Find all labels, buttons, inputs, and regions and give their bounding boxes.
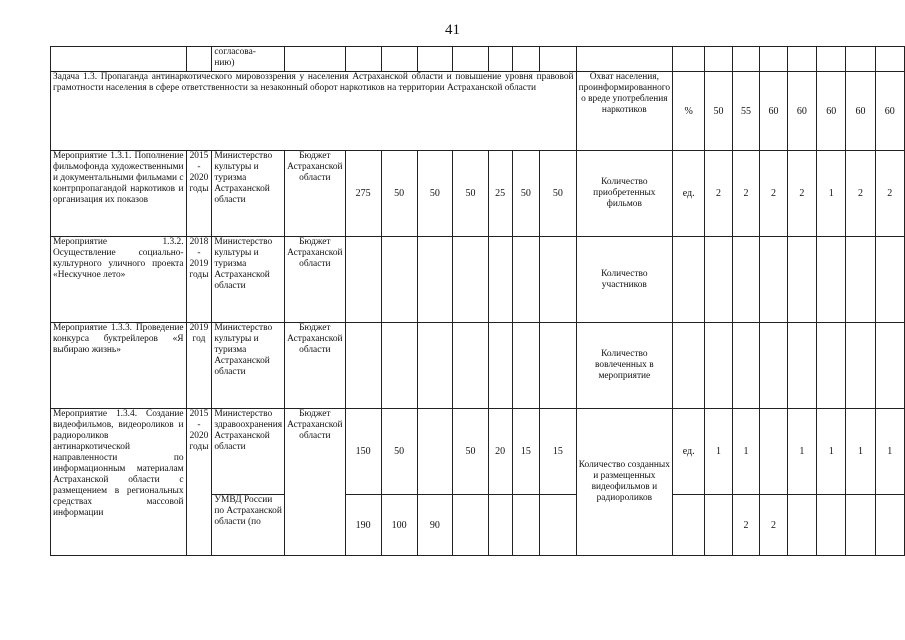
- measure-value: 2: [875, 151, 904, 237]
- measure-fund: [512, 237, 540, 323]
- measure-period: 2015 - 2020 годы: [186, 151, 212, 237]
- measure-fund: 100: [381, 495, 417, 556]
- measure-executor: Министерство культуры и туризма Астраханской области: [212, 151, 285, 237]
- measure-value: [705, 237, 733, 323]
- measure-value: [846, 323, 875, 409]
- measure-value: 1: [732, 409, 760, 495]
- measure-unit: ед.: [673, 151, 705, 237]
- measure-fund: [381, 237, 417, 323]
- measure-name: Мероприятие 1.3.2. Осуществление социально-культурного уличного проекта «Нескучное лето»: [51, 237, 187, 323]
- measure-fund: [417, 323, 453, 409]
- measure-value: [760, 323, 788, 409]
- measure-value: [817, 323, 846, 409]
- measure-value: [875, 323, 904, 409]
- task-text: Задача 1.3. Пропаганда антинаркотического мировоззрения у населения Астраханской области и повышение уровня правовой грамотности населения в сфере ответственности за незаконный оборот наркотиков на территории Астраханской области: [51, 72, 577, 151]
- measure-source: Бюджет Астраханской области: [285, 409, 345, 556]
- measure-fund: 190: [345, 495, 381, 556]
- measure-fund: 50: [381, 409, 417, 495]
- measure-fund: [540, 323, 576, 409]
- measure-fund: [417, 409, 453, 495]
- measure-value: 1: [846, 409, 875, 495]
- measure-value: 1: [817, 151, 846, 237]
- measure-fund: 50: [453, 151, 489, 237]
- measure-value: [732, 323, 760, 409]
- measure-row: [51, 151, 905, 237]
- measure-fund: [488, 495, 512, 556]
- measure-fund: 15: [512, 409, 540, 495]
- measure-value: 1: [875, 409, 904, 495]
- task-value: 50: [705, 72, 733, 151]
- measure-fund: 20: [488, 409, 512, 495]
- measure-value: [760, 409, 788, 495]
- measure-indicator: Количество вовлеченных в мероприятие: [576, 323, 673, 409]
- measure-value: [846, 237, 875, 323]
- measure-fund: 90: [417, 495, 453, 556]
- measure-fund: 15: [540, 409, 576, 495]
- measure-period: 2018 - 2019 годы: [186, 237, 212, 323]
- measure-row: [51, 237, 905, 323]
- measure-source: Бюджет Астраханской области: [285, 323, 345, 409]
- measure-executor: Министерство культуры и туризма Астраханской области: [212, 237, 285, 323]
- measure-fund: [453, 495, 489, 556]
- measure-fund: 50: [453, 409, 489, 495]
- continuation-row: [51, 47, 905, 72]
- measure-value: [787, 323, 816, 409]
- measure-value: [846, 495, 875, 556]
- measure-value: 1: [705, 409, 733, 495]
- measure-unit: ед.: [673, 409, 705, 495]
- measure-fund: [488, 323, 512, 409]
- task-value: 55: [732, 72, 760, 151]
- task-row: [51, 72, 905, 151]
- program-table: [50, 46, 905, 556]
- measure-fund: 50: [381, 151, 417, 237]
- measure-value: [787, 495, 816, 556]
- measure-value: [817, 237, 846, 323]
- measure-fund: [345, 237, 381, 323]
- task-unit: %: [673, 72, 705, 151]
- measure-row: [51, 409, 905, 495]
- measure-fund: 150: [345, 409, 381, 495]
- measure-fund: 50: [540, 151, 576, 237]
- measure-value: [875, 237, 904, 323]
- measure-indicator: Количество участников: [576, 237, 673, 323]
- measure-fund: [512, 323, 540, 409]
- measure-period: 2019 год: [186, 323, 212, 409]
- measure-fund: 25: [488, 151, 512, 237]
- task-value: 60: [787, 72, 816, 151]
- measure-value: [787, 237, 816, 323]
- task-value: 60: [760, 72, 788, 151]
- measure-fund: [540, 495, 576, 556]
- measure-value: 1: [787, 409, 816, 495]
- measure-fund: [453, 323, 489, 409]
- measure-executor: УМВД России по Астраханской области (по: [212, 495, 285, 556]
- measure-name: Мероприятие 1.3.4. Создание видеофильмов, видеороликов и радиороликов антинаркотической направленности по информационным материалам Астраханской области с размещением в региональных средствах массовой информации: [51, 409, 187, 556]
- task-value: 60: [846, 72, 875, 151]
- measure-value: 1: [817, 409, 846, 495]
- measure-fund: [453, 237, 489, 323]
- measure-fund: [345, 323, 381, 409]
- measure-value: 2: [732, 151, 760, 237]
- page-number: 41: [445, 22, 460, 38]
- measure-unit: [673, 237, 705, 323]
- measure-fund: [488, 237, 512, 323]
- measure-value: [817, 495, 846, 556]
- executor-tail: согласова- нию): [212, 47, 285, 72]
- task-value: 60: [875, 72, 904, 151]
- measure-value: 2: [787, 151, 816, 237]
- measure-value: 2: [760, 151, 788, 237]
- measure-fund: [417, 237, 453, 323]
- measure-unit: [673, 495, 705, 556]
- task-value: 60: [817, 72, 846, 151]
- measure-source: Бюджет Астраханской области: [285, 237, 345, 323]
- measure-value: [875, 495, 904, 556]
- measure-value: 2: [760, 495, 788, 556]
- measure-fund: [512, 495, 540, 556]
- measure-fund: 50: [512, 151, 540, 237]
- measure-period: 2015 - 2020 годы: [186, 409, 212, 556]
- measure-value: 2: [705, 151, 733, 237]
- measure-fund: 50: [417, 151, 453, 237]
- measure-fund: 275: [345, 151, 381, 237]
- measure-indicator: Количество созданных и размещенных видеофильмов и радиороликов: [576, 409, 673, 556]
- measure-value: 2: [732, 495, 760, 556]
- measure-fund: [540, 237, 576, 323]
- measure-value: [705, 495, 733, 556]
- measure-executor: Министерство здравоохранения Астраханской области: [212, 409, 285, 495]
- task-indicator: Охват населения, проинформированного о вреде употребления наркотиков: [576, 72, 673, 151]
- measure-value: 2: [846, 151, 875, 237]
- measure-row: [51, 323, 905, 409]
- measure-name: Мероприятие 1.3.3. Проведение конкурса буктрейлеров «Я выбираю жизнь»: [51, 323, 187, 409]
- measure-name: Мероприятие 1.3.1. Пополнение фильмофонда художественными и документальными фильмами с контрпропагандой наркотиков и организация их показов: [51, 151, 187, 237]
- measure-value: [760, 237, 788, 323]
- measure-executor: Министерство культуры и туризма Астраханской области: [212, 323, 285, 409]
- measure-fund: [381, 323, 417, 409]
- measure-indicator: Количество приобретенных фильмов: [576, 151, 673, 237]
- measure-value: [732, 237, 760, 323]
- measure-unit: [673, 323, 705, 409]
- measure-source: Бюджет Астраханской области: [285, 151, 345, 237]
- measure-value: [705, 323, 733, 409]
